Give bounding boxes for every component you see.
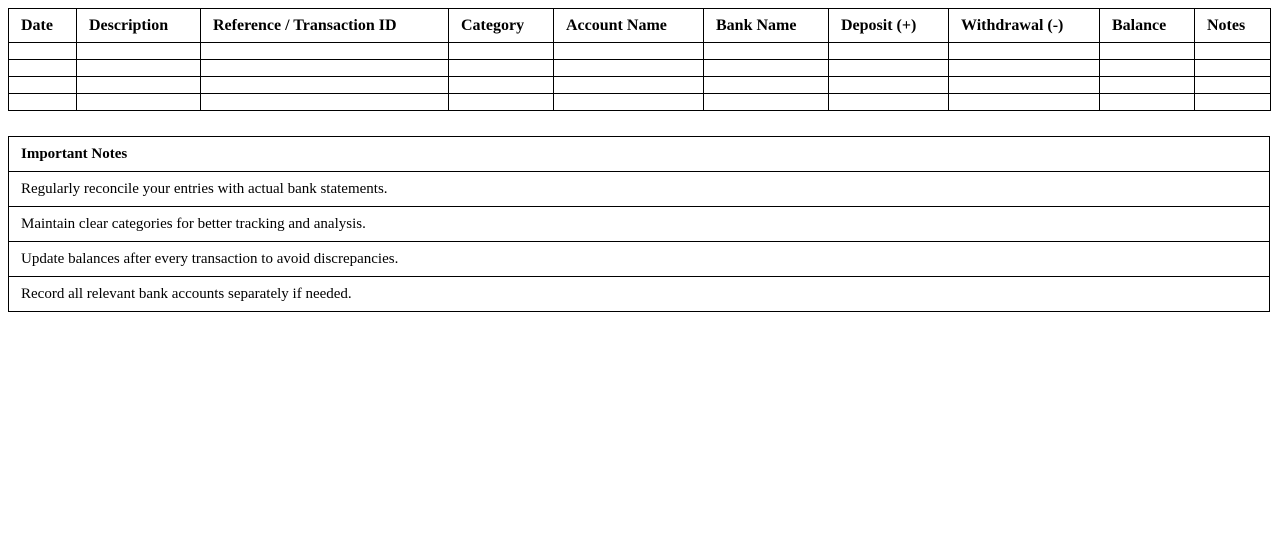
table-cell[interactable] [201,43,449,60]
table-row [9,60,1271,77]
column-header-bank-name: Bank Name [704,9,829,43]
note-item: Update balances after every transaction to avoid discrepancies. [9,242,1270,277]
table-cell[interactable] [829,43,949,60]
column-header-date: Date [9,9,77,43]
table-cell[interactable] [9,77,77,94]
column-header-category: Category [449,9,554,43]
table-row [9,77,1271,94]
table-cell[interactable] [704,77,829,94]
column-header-notes: Notes [1195,9,1271,43]
notes-row [9,172,1270,207]
table-cell[interactable] [1100,60,1195,77]
table-cell[interactable] [449,77,554,94]
table-cell[interactable] [1195,60,1271,77]
table-cell[interactable] [1195,94,1271,111]
table-cell[interactable] [949,94,1100,111]
table-cell[interactable] [201,60,449,77]
table-cell[interactable] [1195,77,1271,94]
table-row [9,94,1271,111]
table-cell[interactable] [829,60,949,77]
table-cell[interactable] [949,77,1100,94]
table-cell[interactable] [201,77,449,94]
note-item: Regularly reconcile your entries with actual bank statements. [9,172,1270,207]
table-cell[interactable] [9,94,77,111]
table-cell[interactable] [554,77,704,94]
column-header-account-name: Account Name [554,9,704,43]
important-notes-table [8,136,1270,312]
table-cell[interactable] [704,60,829,77]
table-cell[interactable] [704,43,829,60]
table-cell[interactable] [1195,43,1271,60]
table-cell[interactable] [949,43,1100,60]
table-cell[interactable] [449,43,554,60]
table-row [9,43,1271,60]
table-cell[interactable] [77,77,201,94]
notes-row [9,277,1270,312]
table-cell[interactable] [1100,43,1195,60]
table-cell[interactable] [829,77,949,94]
transaction-ledger-table [8,8,1271,111]
ledger-header-row [9,9,1271,43]
note-item: Maintain clear categories for better tracking and analysis. [9,207,1270,242]
notes-title-row [9,137,1270,172]
table-cell[interactable] [1100,77,1195,94]
table-cell[interactable] [77,43,201,60]
table-cell[interactable] [77,94,201,111]
table-cell[interactable] [9,60,77,77]
column-header-withdrawal: Withdrawal (-) [949,9,1100,43]
table-cell[interactable] [77,60,201,77]
table-cell[interactable] [554,60,704,77]
table-cell[interactable] [1100,94,1195,111]
column-header-deposit: Deposit (+) [829,9,949,43]
table-cell[interactable] [9,43,77,60]
notes-title: Important Notes [9,137,1270,172]
notes-row [9,242,1270,277]
note-item: Record all relevant bank accounts separately if needed. [9,277,1270,312]
table-cell[interactable] [449,60,554,77]
table-cell[interactable] [829,94,949,111]
column-header-balance: Balance [1100,9,1195,43]
table-cell[interactable] [949,60,1100,77]
column-header-description: Description [77,9,201,43]
notes-row [9,207,1270,242]
table-cell[interactable] [554,94,704,111]
table-cell[interactable] [554,43,704,60]
table-cell[interactable] [201,94,449,111]
table-cell[interactable] [704,94,829,111]
table-cell[interactable] [449,94,554,111]
column-header-reference: Reference / Transaction ID [201,9,449,43]
